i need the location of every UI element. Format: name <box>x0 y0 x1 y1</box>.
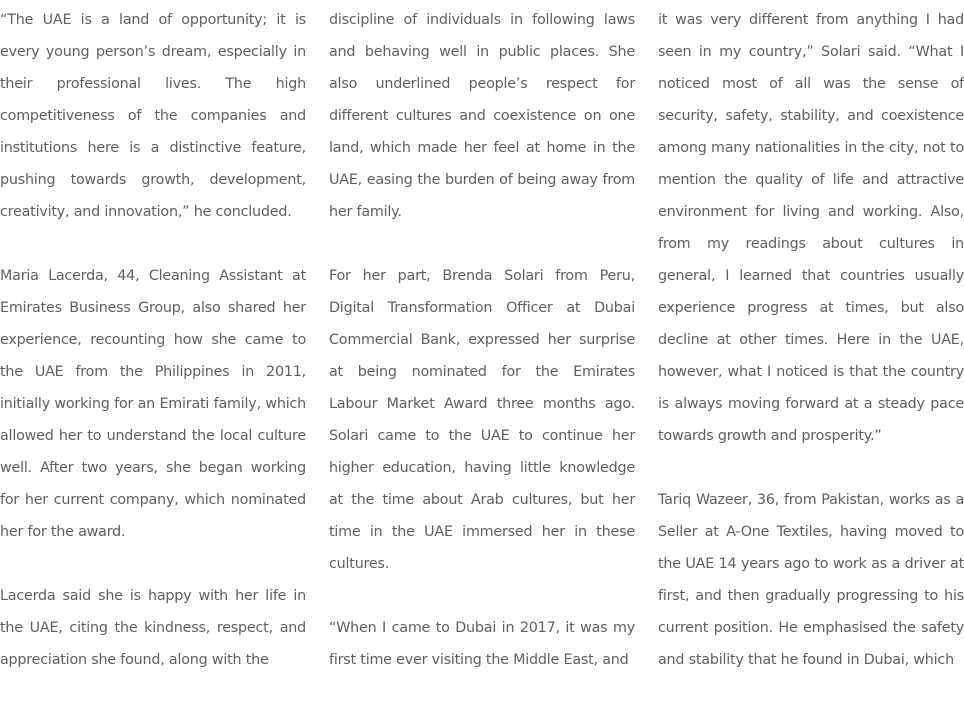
paragraph: Tariq Wazeer, 36, from Pakistan, works as a Seller at A-One Textiles, having moved to the UAE 14 years ago to work as a driver at first, and then gradually progressing to his current position. He emphasised the safety and stability that he found in Dubai, which <box>658 492 964 668</box>
paragraph: For her part, Brenda Solari from Peru, Digital Transformation Officer at Dubai Commercial Bank, expressed her surprise at being nominated for the Emirates Labour Market Award three months ago. Solari came to the UAE to continue her higher education, having little knowledge at the time about Arab cultures, but her time in the UAE immersed her in these cultures. <box>329 268 635 572</box>
article-column-2 <box>329 4 635 708</box>
paragraph: discipline of individuals in following laws and behaving well in public places. She also underlined people’s respect for different cultures and coexistence on one land, which made her feel at home in the UAE, easing the burden of being away from her family. <box>329 12 635 220</box>
paragraph: “When I came to Dubai in 2017, it was my first time ever visiting the Middle East, and <box>329 620 635 668</box>
article-column-1 <box>0 4 306 708</box>
paragraph: it was very different from anything I had seen in my country,” Solari said. “What I noticed most of all was the sense of security, safety, stability, and coexistence among many nationalities in the city, not to mention the quality of life and attractive environment for living and working. Also, from my readings about cultures in general, I learned that countries usually experience progress at times, but also decline at other times. Here in the UAE, however, what I noticed is that the country is always moving forward at a steady pace towards growth and prosperity.” <box>658 12 964 444</box>
article-column-3 <box>658 4 964 708</box>
paragraph: “The UAE is a land of opportunity; it is every young person’s dream, especially in their professional lives. The high competitiveness of the companies and institutions here is a distinctive feature, pushing towards growth, development, creativity, and innovation,” he concluded. <box>0 12 306 220</box>
paragraph: Lacerda said she is happy with her life in the UAE, citing the kindness, respect, and appreciation she found, along with the <box>0 588 306 668</box>
paragraph: Maria Lacerda, 44, Cleaning Assistant at Emirates Business Group, also shared her experience, recounting how she came to the UAE from the Philippines in 2011, initially working for an Emirati family, which allowed her to understand the local culture well. After two years, she began working for her current company, which nominated her for the award. <box>0 268 306 540</box>
